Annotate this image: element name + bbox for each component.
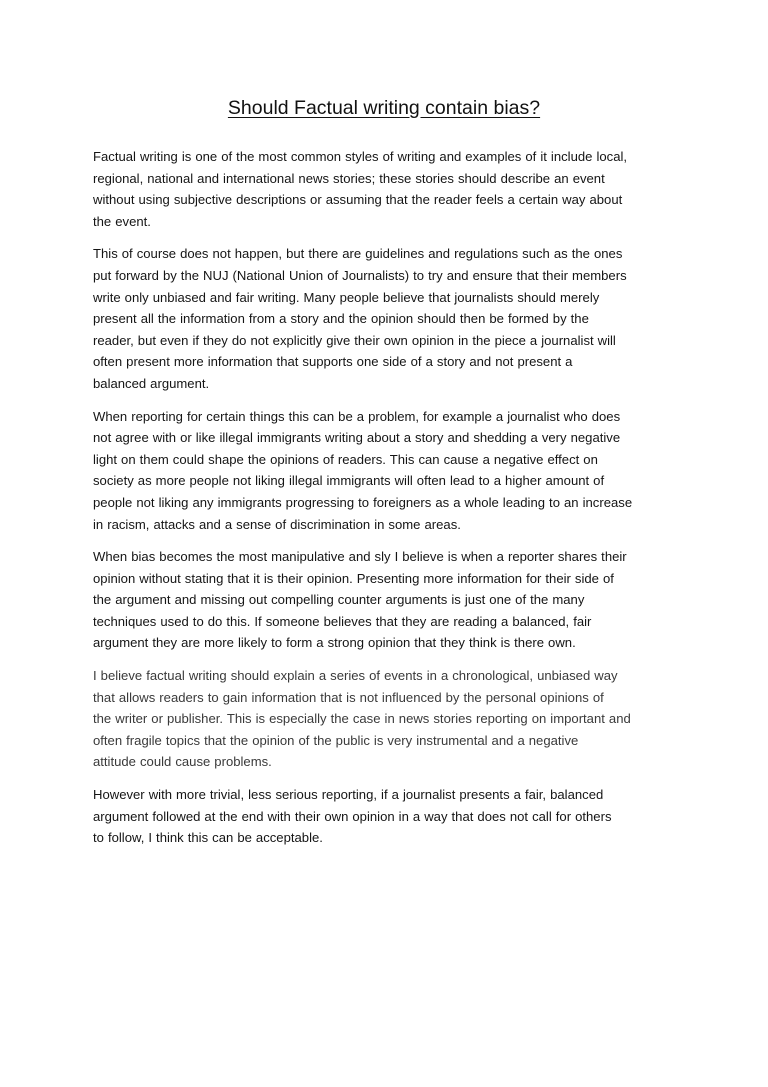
paragraph-line: present all the information from a story and the opinion should then be formed by the	[93, 311, 589, 327]
paragraph-line: society as more people not liking illegal immigrants will often lead to a higher amount of	[93, 473, 605, 489]
paragraph-3	[93, 406, 678, 536]
paragraph-line: balanced argument.	[93, 375, 210, 391]
paragraph-line: When bias becomes the most manipulative and sly I believe is when a reporter shares their	[93, 549, 627, 565]
paragraph-line: argument they are more likely to form a strong opinion that they think is there own.	[93, 635, 576, 651]
paragraph-4	[93, 546, 678, 654]
paragraph-line: This of course does not happen, but there are guidelines and regulations such as the ones	[93, 246, 623, 262]
document-title: Should Factual writing contain bias?	[227, 97, 541, 119]
paragraph-line: opinion without stating that it is their opinion. Presenting more information for their side of	[93, 570, 614, 586]
paragraph-line: argument followed at the end with their own opinion in a way that does not call for others	[93, 808, 612, 824]
document-body	[93, 146, 678, 860]
paragraph-line: the argument and missing out compelling counter arguments is just one of the many	[93, 592, 585, 608]
paragraph-line: I believe factual writing should explain a series of events in a chronological, unbiased way	[93, 668, 618, 684]
paragraph-line: the writer or publisher. This is especially the case in news stories reporting on important and	[93, 711, 631, 727]
paragraph-1	[93, 146, 678, 232]
paragraph-line: regional, national and international news stories; these stories should describe an event	[93, 170, 605, 186]
paragraph-line: often fragile topics that the opinion of the public is very instrumental and a negative	[93, 732, 579, 748]
paragraph-line: However with more trivial, less serious reporting, if a journalist presents a fair, balanced	[93, 787, 604, 803]
paragraph-line: light on them could shape the opinions of readers. This can cause a negative effect on	[93, 451, 598, 467]
paragraph-line: Factual writing is one of the most common styles of writing and examples of it include local,	[93, 149, 628, 164]
paragraph-line: techniques used to do this. If someone believes that they are reading a balanced, fair	[93, 613, 592, 629]
paragraph-line: When reporting for certain things this can be a problem, for example a journalist who does	[93, 408, 621, 424]
paragraph-5	[93, 665, 678, 773]
paragraph-6	[93, 784, 678, 849]
paragraph-2	[93, 243, 678, 394]
paragraph-line: reader, but even if they do not explicitly give their own opinion in the piece a journalist will	[93, 332, 616, 348]
paragraph-line: in racism, attacks and a sense of discrimination in some areas.	[93, 516, 461, 532]
paragraph-line: that allows readers to gain information that is not influenced by the personal opinions of	[93, 689, 604, 705]
paragraph-line: to follow, I think this can be acceptable.	[93, 830, 323, 846]
paragraph-line: without using subjective descriptions or assuming that the reader feels a certain way about	[93, 192, 623, 208]
paragraph-line: not agree with or like illegal immigrants writing about a story and shedding a very negative	[93, 430, 621, 446]
paragraph-line: put forward by the NUJ (National Union of Journalists) to try and ensure that their members	[93, 267, 627, 283]
paragraph-line: often present more information that supports one side of a story and not present a	[93, 354, 573, 370]
paragraph-line: attitude could cause problems.	[93, 754, 272, 770]
paragraph-line: the event.	[93, 213, 151, 229]
paragraph-line: people not liking any immigrants progressing to foreigners as a whole leading to an increase	[93, 494, 633, 510]
paragraph-line: write only unbiased and fair writing. Many people believe that journalists should merely	[93, 289, 600, 305]
